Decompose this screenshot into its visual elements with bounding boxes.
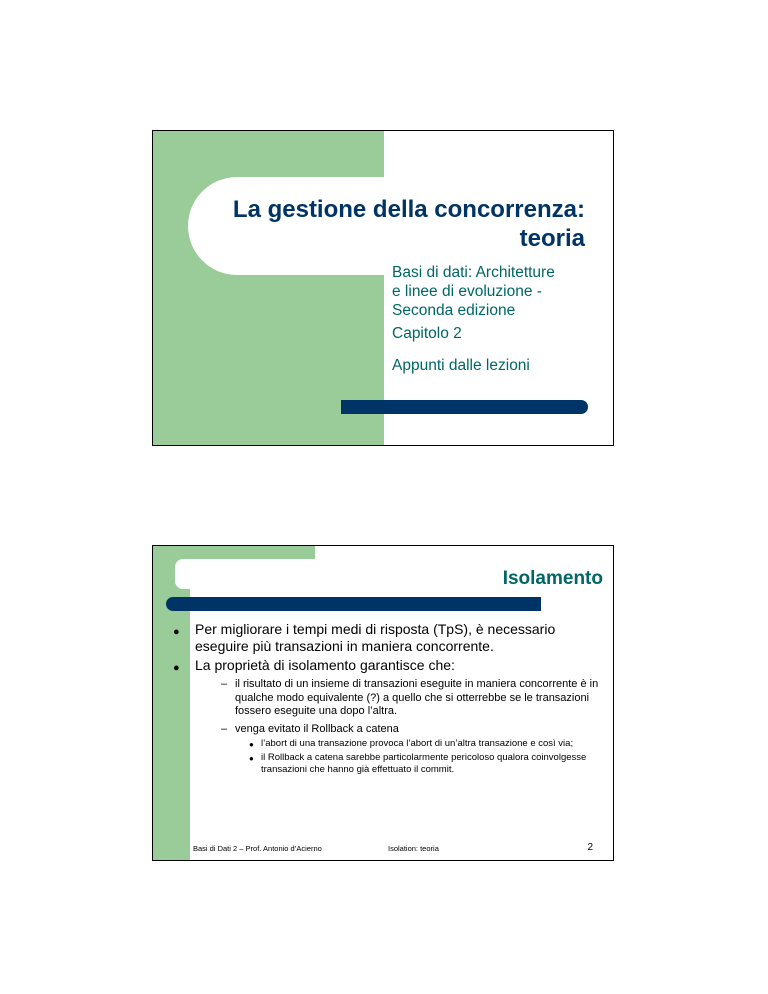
- sub-bullet-item: [173, 678, 603, 719]
- slide-subtitle: [392, 263, 612, 375]
- slide-title: [165, 195, 585, 253]
- title-slide: [152, 130, 614, 446]
- sub-sub-bullet-text: l’abort di una transazione provoca l’abort di un’altra transazione e così via;: [261, 738, 574, 749]
- decorative-bar: [341, 400, 588, 414]
- bullet-dot-icon: ●: [173, 662, 180, 674]
- bullet-item: [173, 621, 603, 655]
- sub-bullet-text: il risultato di un insieme di transazioni eseguite in maniera concorrente è in qualche modo equivalente (?) a quello che si otterrebbe se le transazioni fossero eseguite una dopo l’altra.: [235, 678, 599, 717]
- title-line-2: teoria: [519, 225, 585, 252]
- title-line-1: La gestione della concorrenza:: [232, 196, 585, 223]
- subtitle-gap: [392, 343, 612, 356]
- sub-bullet-item: [173, 723, 603, 737]
- dash-bullet-icon: –: [221, 722, 228, 735]
- bullet-text: Per migliorare i tempi medi di risposta (TpS), è necessario eseguire più transazioni in maniera concorrente.: [195, 621, 556, 654]
- bullet-text: La proprietà di isolamento garantisce che:: [195, 657, 455, 673]
- subtitle-line-1: Basi di dati: Architetture: [392, 264, 555, 281]
- sub-sub-bullet-item: [173, 738, 603, 750]
- subtitle-line-2: e linee di evoluzione -: [392, 283, 542, 300]
- dash-bullet-icon: –: [221, 678, 228, 690]
- slide-title: Isolamento: [502, 568, 603, 589]
- slide-body: [173, 621, 603, 777]
- subtitle-line-4: Capitolo 2: [392, 325, 462, 342]
- bullet-dot-icon: ●: [249, 740, 254, 749]
- sub-sub-bullet-text: il Rollback a catena sarebbe particolarmente pericoloso qualora coinvolgesse transazioni che hanno già effettuato il commit.: [261, 752, 587, 775]
- decorative-bar: [166, 597, 541, 611]
- subtitle-line-3: Seconda edizione: [392, 302, 516, 319]
- bullet-dot-icon: ●: [173, 626, 180, 638]
- bullet-dot-icon: ●: [249, 754, 254, 763]
- page-number: 2: [587, 842, 593, 853]
- bullet-item: [173, 657, 603, 674]
- sub-bullet-text: venga evitato il Rollback a catena: [235, 722, 399, 735]
- sub-sub-bullet-item: [173, 752, 603, 776]
- footer-author: Basi di Dati 2 – Prof. Antonio d’Acierno: [193, 844, 322, 853]
- footer-topic: Isolation: teoria: [388, 844, 439, 853]
- content-slide: [152, 545, 614, 861]
- subtitle-line-5: Appunti dalle lezioni: [392, 357, 530, 374]
